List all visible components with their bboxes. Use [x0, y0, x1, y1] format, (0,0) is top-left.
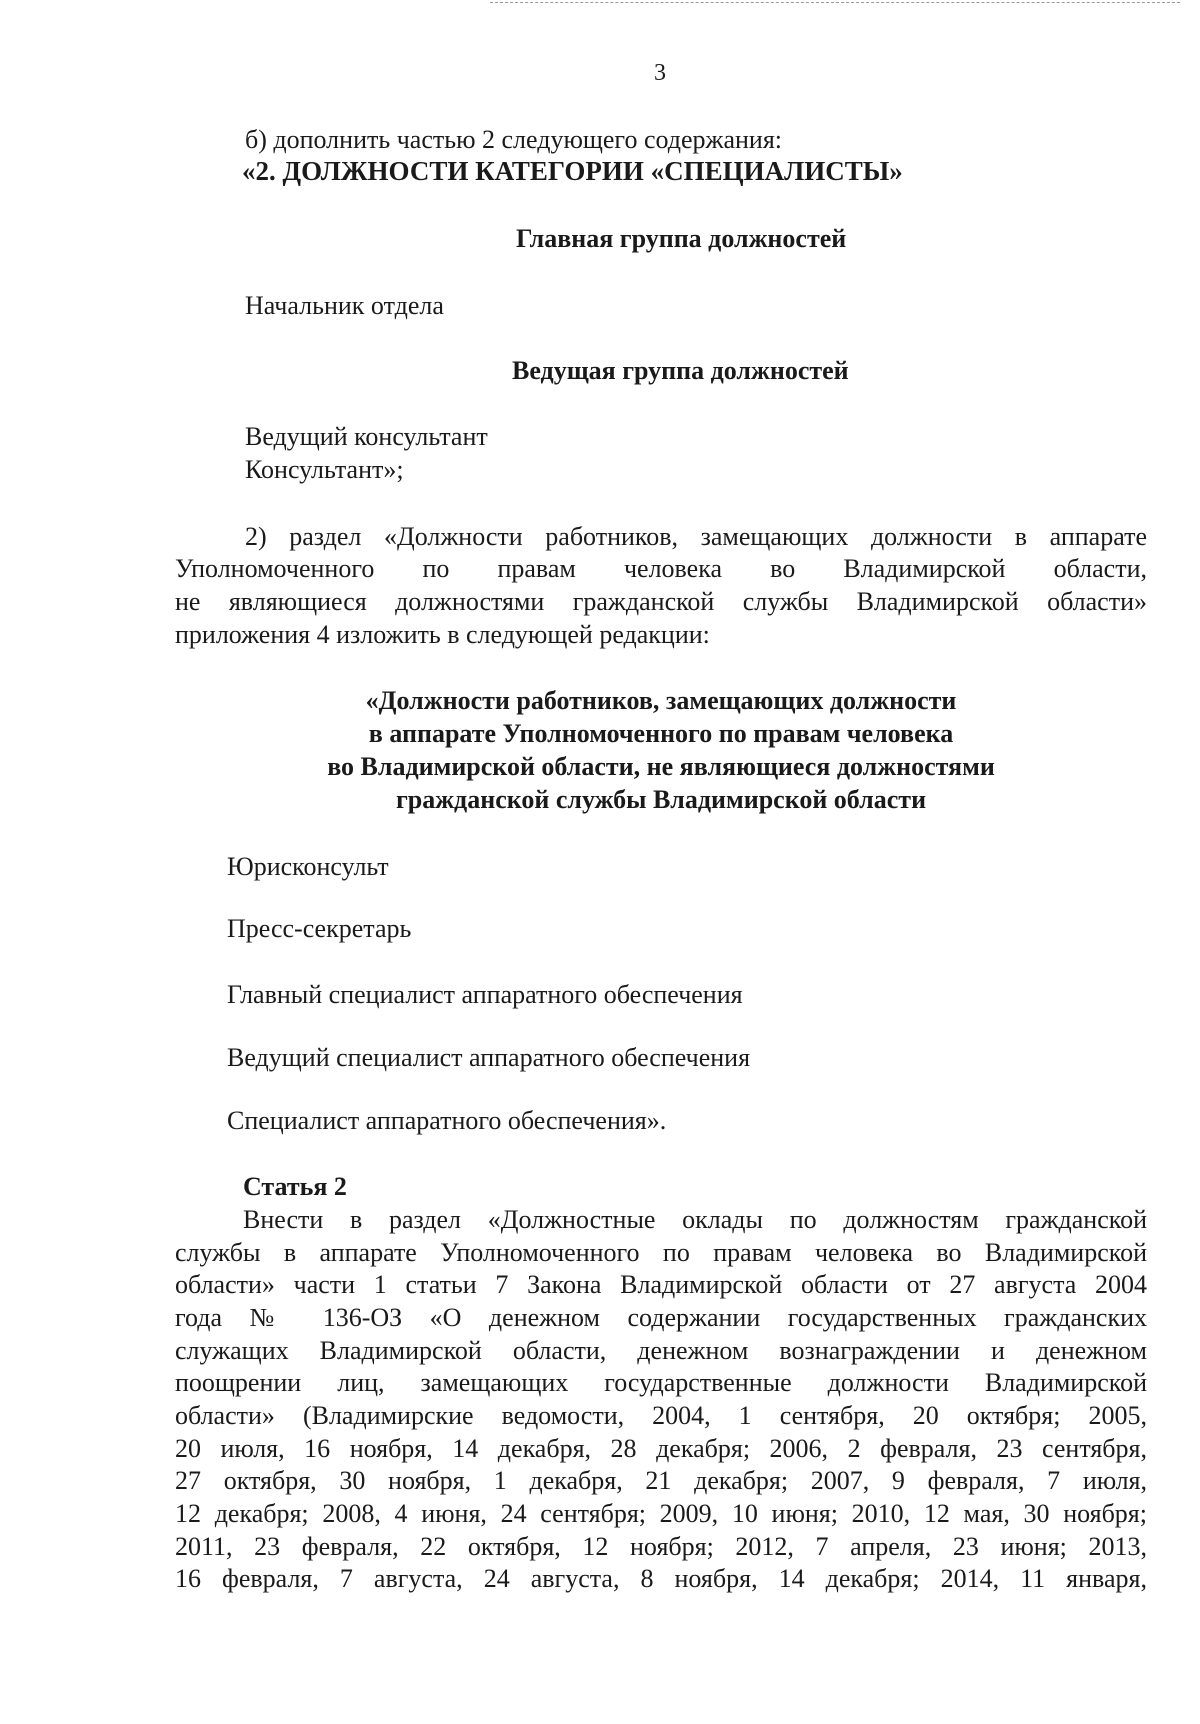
- paragraph-line: 27 октября, 30 ноября, 1 декабря, 21 декабря; 2007, 9 февраля, 7 июля,: [175, 1466, 1147, 1495]
- paragraph-line: 12 декабря; 2008, 4 июня, 24 сентября; 2009, 10 июня; 2010, 12 мая, 30 ноября;: [175, 1499, 1147, 1528]
- position-item: Специалист аппаратного обеспечения».: [227, 1106, 667, 1135]
- position-item: Юрисконсульт: [227, 852, 389, 881]
- paragraph-line: 20 июля, 16 ноября, 14 декабря, 28 декабря; 2006, 2 февраля, 23 сентября,: [175, 1434, 1147, 1463]
- amendment-b-intro: б) дополнить частью 2 следующего содержания:: [245, 125, 783, 154]
- paragraph-line: не являющиеся должностями гражданской службы Владимирской области»: [175, 587, 1147, 616]
- paragraph-line: Внести в раздел «Должностные оклады по должностям гражданской: [243, 1205, 1147, 1234]
- position-item: Пресс-секретарь: [227, 914, 412, 943]
- scan-edge-line: [490, 2, 1180, 3]
- paragraph-line: поощрении лиц, замещающих государственные должности Владимирской: [175, 1368, 1147, 1397]
- leading-group-heading: Ведущая группа должностей: [512, 356, 849, 385]
- paragraph-line: Уполномоченного по правам человека во Владимирской области,: [175, 554, 1147, 583]
- position-item: Главный специалист аппаратного обеспечения: [227, 980, 743, 1009]
- paragraph-line: года № 136-ОЗ «О денежном содержании государственных гражданских: [175, 1303, 1147, 1332]
- paragraph-line: службы в аппарате Уполномоченного по правам человека во Владимирской: [175, 1238, 1147, 1267]
- paragraph-line: приложения 4 изложить в следующей редакции:: [175, 620, 710, 649]
- paragraph-line: 2011, 23 февраля, 22 октября, 12 ноября; 2012, 7 апреля, 23 июня; 2013,: [175, 1532, 1147, 1561]
- section-title: «2. ДОЛЖНОСТИ КАТЕГОРИИ «СПЕЦИАЛИСТЫ»: [242, 156, 903, 186]
- positions-heading-line: «Должности работников, замещающих должности: [365, 686, 957, 715]
- paragraph-line: области» части 1 статьи 7 Закона Владимирской области от 27 августа 2004: [175, 1270, 1147, 1299]
- article-title: Статья 2: [243, 1172, 347, 1201]
- position-item: Консультант»;: [245, 455, 404, 484]
- position-item: Ведущий консультант: [245, 422, 488, 451]
- main-group-heading: Главная группа должностей: [516, 224, 847, 253]
- positions-heading-line: в аппарате Уполномоченного по правам человека: [368, 719, 954, 748]
- positions-heading-line: гражданской службы Владимирской области: [395, 785, 927, 814]
- paragraph-line: области» (Владимирские ведомости, 2004, 1 сентября, 20 октября; 2005,: [175, 1401, 1147, 1430]
- position-item: Начальник отдела: [245, 291, 444, 320]
- paragraph-line: 2) раздел «Должности работников, замещающих должности в аппарате: [245, 522, 1147, 551]
- positions-heading-line: во Владимирской области, не являющиеся должностями: [327, 752, 995, 781]
- page-number: 3: [654, 60, 666, 86]
- paragraph-line: 16 февраля, 7 августа, 24 августа, 8 ноября, 14 декабря; 2014, 11 января,: [175, 1564, 1147, 1593]
- paragraph-line: служащих Владимирской области, денежном вознаграждении и денежном: [175, 1336, 1147, 1365]
- position-item: Ведущий специалист аппаратного обеспечения: [227, 1043, 751, 1072]
